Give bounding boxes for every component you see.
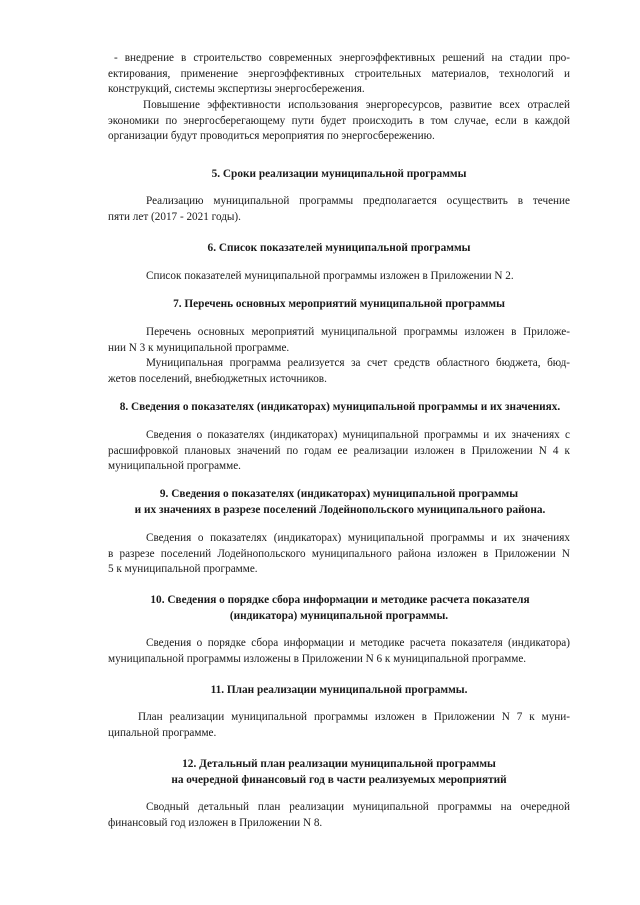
section-10-title-line-1: 10. Сведения о порядке сбора информации и методике расчета показателя: [150, 594, 530, 606]
intro-paragraph-1: - внедрение в строительство современных энергоэффективных решений на стадии про- ектирования, применение энергоэффективных строительных материалов, технологий и конструкций, системы экспертизы энергосбережения.: [108, 52, 570, 96]
section-12-title-line-1: 12. Детальный план реализации муниципальной программы: [182, 758, 496, 770]
section-12-body: Сводный детальный план реализации муниципальной программы на очередной финансовый год изложен в Приложении N 8.: [108, 801, 570, 829]
section-5-title: 5. Сроки реализации муниципальной программы: [211, 168, 467, 180]
section-9-body: Сведения о показателях (индикаторах) муниципальной программы и их значениях в разрезе поселений Лодейнопольского муниципального района изложен в Приложении N 5 к муниципальной программе.: [108, 532, 570, 576]
section-8-body: Сведения о показателях (индикаторах) муниципальной программы и их значениях с расшифровкой плановых значений по годам ее реализации изложен в Приложении N 4 к муниципальной программе.: [108, 429, 570, 473]
section-6-title: 6. Список показателей муниципальной программы: [207, 242, 471, 254]
section-9-title-line-1: 9. Сведения о показателях (индикаторах) муниципальной программы: [159, 488, 519, 500]
intro-paragraph-2: Повышение эффективности использования энергоресурсов, развитие всех отраслей экономики по энергосберегающему пути будет происходить в том случае, если в каждой организации будут проводиться мероприятия по энергосбережению.: [108, 99, 570, 143]
section-7-title: 7. Перечень основных мероприятий муниципальной программы: [173, 298, 505, 310]
section-6-body: Список показателей муниципальной программы изложен в Приложении N 2.: [146, 270, 514, 282]
section-9-title-line-2: и их значениях в разрезе поселений Лодейнопольского муниципального района.: [134, 504, 546, 516]
section-12-title-line-2: на очередной финансовый год в части реализуемых мероприятий: [171, 774, 507, 786]
section-11-title: 11. План реализации муниципальной программы.: [210, 684, 468, 696]
section-5-body: Реализацию муниципальной программы предполагается осуществить в течение пяти лет (2017 - 2021 годы).: [108, 195, 570, 223]
section-10-title-line-2: (индикатора) муниципальной программы.: [229, 610, 449, 622]
section-8-title: 8. Сведения о показателях (индикаторах) муниципальной программы и их значениях.: [119, 401, 561, 413]
section-7-paragraph-1: Перечень основных мероприятий муниципальной программы изложен в Приложе- нии N 3 к муниципальной программе.: [108, 326, 570, 354]
section-10-body: Сведения о порядке сбора информации и методике расчета показателя (индикатора) муниципальной программы изложены в Приложении N 6 к муниципальной программе.: [108, 637, 570, 665]
section-7-paragraph-2: Муниципальная программа реализуется за счет средств областного бюджета, бюд- жетов поселений, внебюджетных источников.: [108, 357, 570, 385]
section-11-body: План реализации муниципальной программы изложен в Приложении N 7 к муни- ципальной программе.: [108, 711, 570, 739]
